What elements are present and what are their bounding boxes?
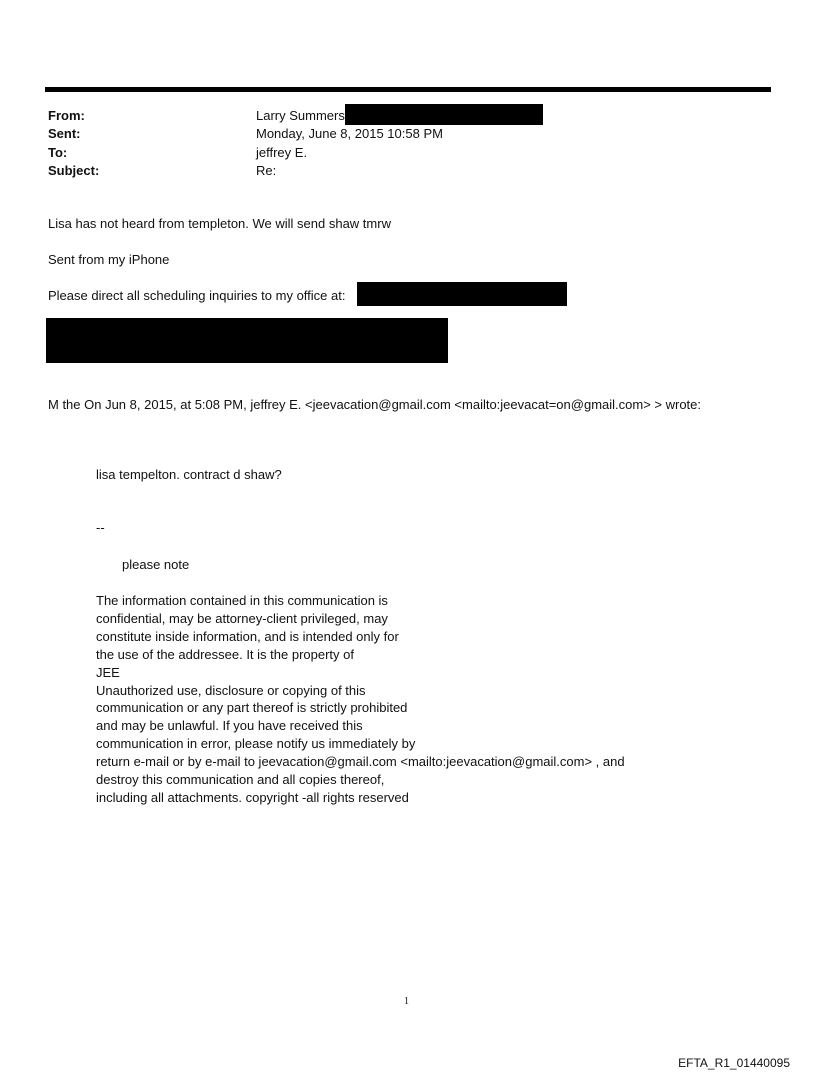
disclaimer-line: JEE xyxy=(96,664,120,680)
sent-value: Monday, June 8, 2015 10:58 PM xyxy=(256,126,443,141)
subject-value: Re: xyxy=(256,163,277,178)
please-note: please note xyxy=(122,557,190,572)
scheduling-line: Please direct all scheduling inquiries to my office at: xyxy=(48,288,346,303)
dashes: -- xyxy=(96,520,105,535)
disclaimer-line: including all attachments. copyright -all rights reserved xyxy=(96,789,409,805)
subject-label: Subject: xyxy=(48,163,100,178)
bates-number: EFTA_R1_01440095 xyxy=(678,1056,790,1070)
disclaimer-line: destroy this communication and all copies thereof, xyxy=(96,772,385,788)
redaction-block xyxy=(46,318,448,363)
from-value: Larry Summers xyxy=(256,108,345,123)
quote-header: M the On Jun 8, 2015, at 5:08 PM, jeffrey E. <jeevacation@gmail.com <mailto:jeevacat=on@gmail.com> > wrote: xyxy=(48,397,702,412)
disclaimer-line: communication in error, please notify us immediately by xyxy=(96,736,416,752)
disclaimer-line: communication or any part thereof is strictly prohibited xyxy=(96,700,408,716)
to-value: jeffrey E. xyxy=(256,145,308,160)
from-label: From: xyxy=(48,108,85,123)
disclaimer-line: constitute inside information, and is intended only for xyxy=(96,628,399,644)
to-label: To: xyxy=(48,145,68,160)
disclaimer-line: the use of the addressee. It is the property of xyxy=(96,646,354,662)
disclaimer-line: and may be unlawful. If you have received this xyxy=(96,718,363,734)
message-line: Lisa has not heard from templeton. We will send shaw tmrw xyxy=(48,216,391,231)
disclaimer-block xyxy=(96,592,625,807)
page-number: 1 xyxy=(404,996,409,1007)
redaction-block xyxy=(357,282,567,306)
signature-line: Sent from my iPhone xyxy=(48,252,170,267)
sent-label: Sent: xyxy=(48,126,81,141)
redaction-block xyxy=(345,104,543,125)
header-divider xyxy=(45,87,771,92)
disclaimer-line: The information contained in this communication is xyxy=(96,593,388,608)
quoted-message: lisa tempelton. contract d shaw? xyxy=(96,467,282,482)
disclaimer-line: Unauthorized use, disclosure or copying of this xyxy=(96,682,366,698)
disclaimer-line: confidential, may be attorney-client privileged, may xyxy=(96,610,388,626)
disclaimer-line: return e-mail or by e-mail to jeevacation@gmail.com <mailto:jeevacation@gmail.com> , and xyxy=(96,754,625,770)
